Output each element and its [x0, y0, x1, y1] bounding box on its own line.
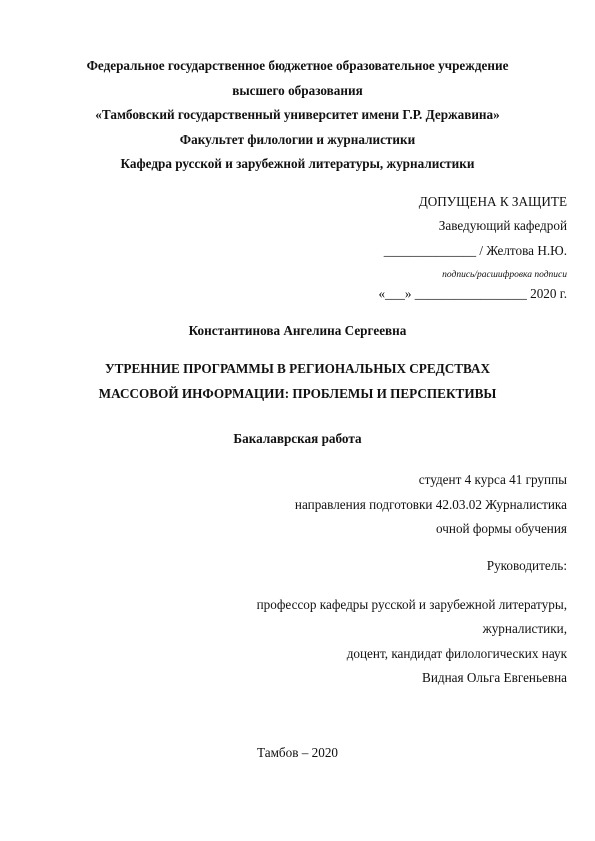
author-name: Константинова Ангелина Сергеевна [188, 323, 407, 338]
footer-city-year: Тамбов – 2020 [256, 745, 339, 760]
student-line-2: направления подготовки 42.03.02 Журналистика [294, 497, 567, 512]
thesis-title-line-1: УТРЕННИЕ ПРОГРАММЫ В РЕГИОНАЛЬНЫХ СРЕДСТВАХ [104, 361, 491, 376]
supervisor-line-2: журналистики, [482, 621, 567, 636]
student-line-3: очной формы обучения [436, 521, 567, 536]
supervisor-name: Видная Ольга Евгеньевна [422, 670, 567, 685]
supervisor-line-3: доцент, кандидат филологических наук [346, 646, 567, 661]
approval-role: Заведующий кафедрой [438, 218, 567, 233]
approval-title: ДОПУЩЕНА К ЗАЩИТЕ [418, 194, 567, 209]
header-line-3: «Тамбовский государственный университет имени Г.Р. Державина» [95, 107, 500, 122]
approval-signature-line: ______________ / Желтова Н.Ю. [383, 243, 567, 258]
supervisor-label: Руководитель: [486, 558, 567, 573]
header-line-2: высшего образования [232, 83, 363, 98]
work-type: Бакалаврская работа [233, 431, 362, 446]
approval-date-line: «___» _________________ 2020 г. [378, 286, 567, 301]
header-line-4: Факультет филологии и журналистики [179, 132, 416, 147]
header-line-1: Федеральное государственное бюджетное образовательное учреждение [86, 58, 509, 73]
student-line-1: студент 4 курса 41 группы [418, 472, 567, 487]
supervisor-line-1: профессор кафедры русской и зарубежной литературы, [256, 597, 567, 612]
thesis-title-line-2: МАССОВОЙ ИНФОРМАЦИИ: ПРОБЛЕМЫ И ПЕРСПЕКТИВЫ [98, 386, 497, 401]
header-line-5: Кафедра русской и зарубежной литературы, журналистики [120, 156, 475, 171]
approval-signature-caption: подпись/расшифровка подписи [442, 270, 567, 280]
